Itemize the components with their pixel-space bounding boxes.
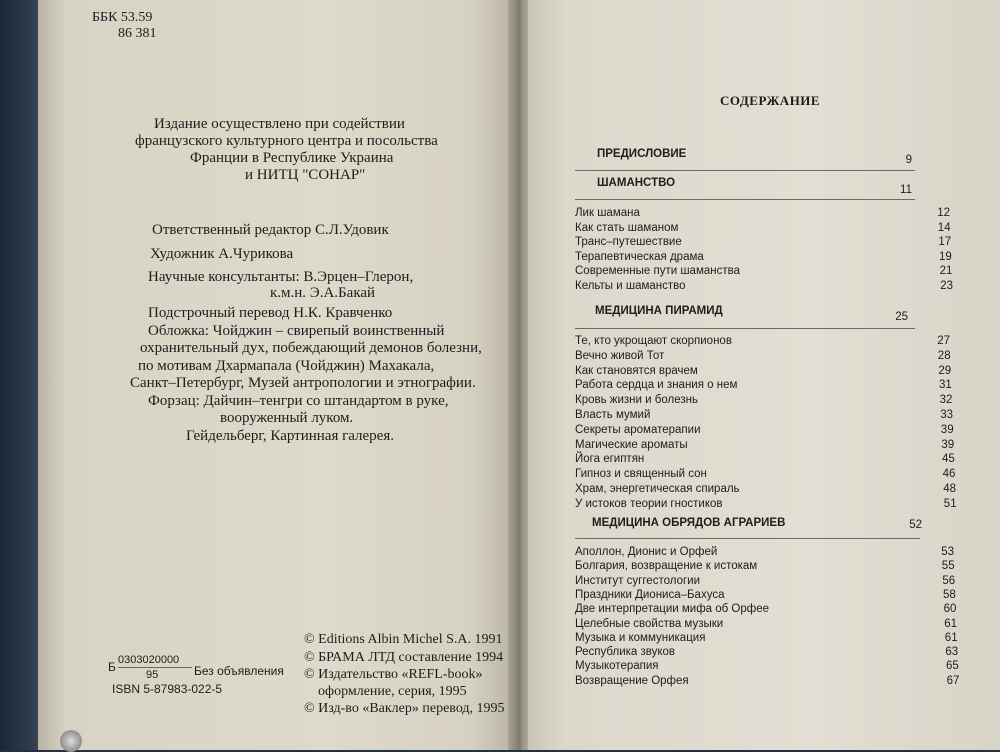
toc-item-page: 60 [943, 603, 957, 616]
toc-item: Магические ароматы [575, 438, 688, 451]
toc-item: Республика звуков [575, 646, 676, 659]
toc-item-page: 45 [942, 453, 955, 466]
toc-item: Лик шамана [575, 207, 640, 219]
toc-item-page: 46 [942, 468, 956, 481]
toc-item-page: 29 [938, 364, 952, 377]
toc-item: Как становятся врачем [575, 364, 698, 377]
toc-section-title: МЕДИЦИНА ОБРЯДОВ АГРАРИЕВ [592, 517, 786, 529]
toc-item-page: 39 [940, 423, 954, 436]
copyright-line: оформление, серия, 1995 [318, 684, 467, 699]
sponsor-line: Издание осуществлено при содействии [154, 116, 405, 132]
toc-item-page: 53 [941, 546, 954, 558]
toc-item: Две интерпретации мифа об Орфее [575, 603, 770, 616]
toc-item-page: 39 [941, 438, 955, 451]
toc-item-page: 23 [940, 279, 953, 292]
credit-line: к.м.н. Э.А.Бакай [270, 285, 376, 301]
toc-section-page: 52 [909, 519, 922, 531]
b-letter: Б [108, 660, 116, 674]
toc-item-page: 19 [939, 250, 952, 263]
toc-section-page: 9 [905, 154, 912, 166]
b-sub: 95 [146, 669, 159, 681]
toc-item-page: 21 [939, 265, 953, 277]
toc-item: Храм, энергетическая спираль [575, 483, 740, 495]
sponsor-line: и НИТЦ "СОНАР" [245, 167, 366, 183]
toc-item: Аполлон, Дионис и Орфей [575, 546, 718, 558]
toc-item: Болгария, возвращение к истокам [575, 560, 758, 573]
toc-section-page: 11 [900, 184, 912, 196]
toc-item: Работа сердца и знания о нем [575, 379, 738, 392]
toc-item: Кровь жизни и болезнь [575, 394, 698, 407]
isbn: ISBN 5-87983-022-5 [112, 682, 223, 696]
bbk-code: ББК 53.59 [92, 10, 153, 25]
credit-line: Гейдельберг, Картинная галерея. [186, 428, 394, 444]
toc-item-page: 51 [943, 497, 957, 510]
credit-line: Ответственный редактор С.Л.Удовик [152, 222, 389, 238]
toc-item-page: 61 [944, 617, 957, 630]
toc-item-page: 33 [940, 409, 953, 421]
toc-item: Институт суггестологии [575, 574, 701, 587]
toc-item: Возвращение Орфея [575, 674, 689, 687]
toc-item: Терапевтическая драма [575, 250, 704, 263]
toc-item: Музыка и коммуникация [575, 631, 706, 644]
sponsor-line: Франции в Республике Украина [190, 150, 394, 166]
toc-item: Секреты ароматерапии [575, 423, 701, 436]
copyright-line: © Editions Albin Michel S.A. 1991 [304, 632, 503, 647]
toc-item: Транс–путешествие [575, 236, 682, 248]
toc-section-title: ШАМАНСТВО [597, 177, 676, 189]
toc-item-page: 32 [939, 394, 953, 407]
toc-item-page: 28 [937, 349, 951, 362]
toc-item-page: 67 [946, 674, 960, 687]
no-ads: Без объявления [194, 664, 284, 678]
toc-item-page: 55 [941, 560, 955, 573]
credit-line: Санкт–Петербург, Музей антропологии и этнографии. [130, 375, 476, 391]
credit-line: Научные консультанты: В.Эрцен–Глерон, [148, 269, 414, 285]
toc-divider [575, 199, 915, 200]
toc-item-page: 27 [937, 335, 950, 347]
credit-line: вооруженный луком. [220, 410, 354, 426]
toc-item: Праздники Диониса–Бахуса [575, 588, 725, 601]
toc-item-page: 48 [943, 483, 956, 495]
toc-item-page: 63 [945, 646, 959, 659]
toc-item-page: 58 [943, 588, 956, 601]
toc-item: Современные пути шаманства [575, 265, 740, 277]
pen-tip [60, 730, 82, 752]
toc-item: Кельты и шаманство [575, 279, 686, 292]
fraction-line [118, 667, 192, 668]
toc-divider [575, 538, 920, 539]
copyright-line: © Изд-во «Ваклер» перевод, 1995 [304, 701, 505, 716]
contents-title: СОДЕРЖАНИЕ [720, 93, 821, 108]
toc-item: Йога египтян [575, 453, 645, 466]
toc-divider [575, 170, 915, 171]
toc-item-page: 12 [937, 207, 950, 219]
toc-item-page: 17 [938, 236, 952, 248]
toc-item: Музыкотерапия [575, 660, 659, 673]
credit-line: Обложка: Чойджин – свирепый воинственный [148, 323, 445, 339]
credit-line: охранительный дух, побеждающий демонов болезни, [140, 340, 482, 356]
toc-item-page: 56 [942, 574, 956, 587]
toc-item-page: 31 [939, 379, 952, 392]
toc-item-page: 14 [937, 221, 951, 234]
copyright-line: © Издательство «REFL-book» [304, 667, 483, 682]
toc-item: Целебные свойства музыки [575, 617, 724, 630]
credit-line: по мотивам Дхармапала (Чойджин) Махакала, [138, 358, 435, 374]
toc-section-page: 25 [895, 311, 908, 323]
toc-section-title: МЕДИЦИНА ПИРАМИД [595, 305, 723, 317]
copyright-line: © БРАМА ЛТД составление 1994 [304, 650, 504, 665]
sponsor-line: французского культурного центра и посольства [135, 133, 438, 149]
credit-line: Форзац: Дайчин–тенгри со штандартом в руке, [148, 393, 449, 409]
credit-line: Подстрочный перевод Н.К. Кравченко [148, 305, 393, 321]
bbk-code-2: 86 381 [118, 26, 157, 41]
toc-section-title: ПРЕДИСЛОВИЕ [597, 148, 687, 160]
toc-item-page: 65 [946, 660, 959, 673]
toc-item: Те, кто укрощают скорпионов [575, 335, 732, 347]
book-cover-edge [0, 0, 40, 750]
toc-item: У истоков теории гностиков [575, 497, 723, 510]
toc-item: Вечно живой Тот [575, 349, 665, 362]
toc-item: Гипноз и священный сон [575, 468, 707, 481]
toc-item-page: 61 [944, 631, 958, 644]
credit-line: Художник А.Чурикова [150, 246, 294, 262]
toc-item: Как стать шаманом [575, 221, 679, 234]
toc-divider [575, 328, 915, 329]
b-code: 0303020000 [118, 654, 180, 666]
toc-item: Власть мумий [575, 409, 651, 421]
